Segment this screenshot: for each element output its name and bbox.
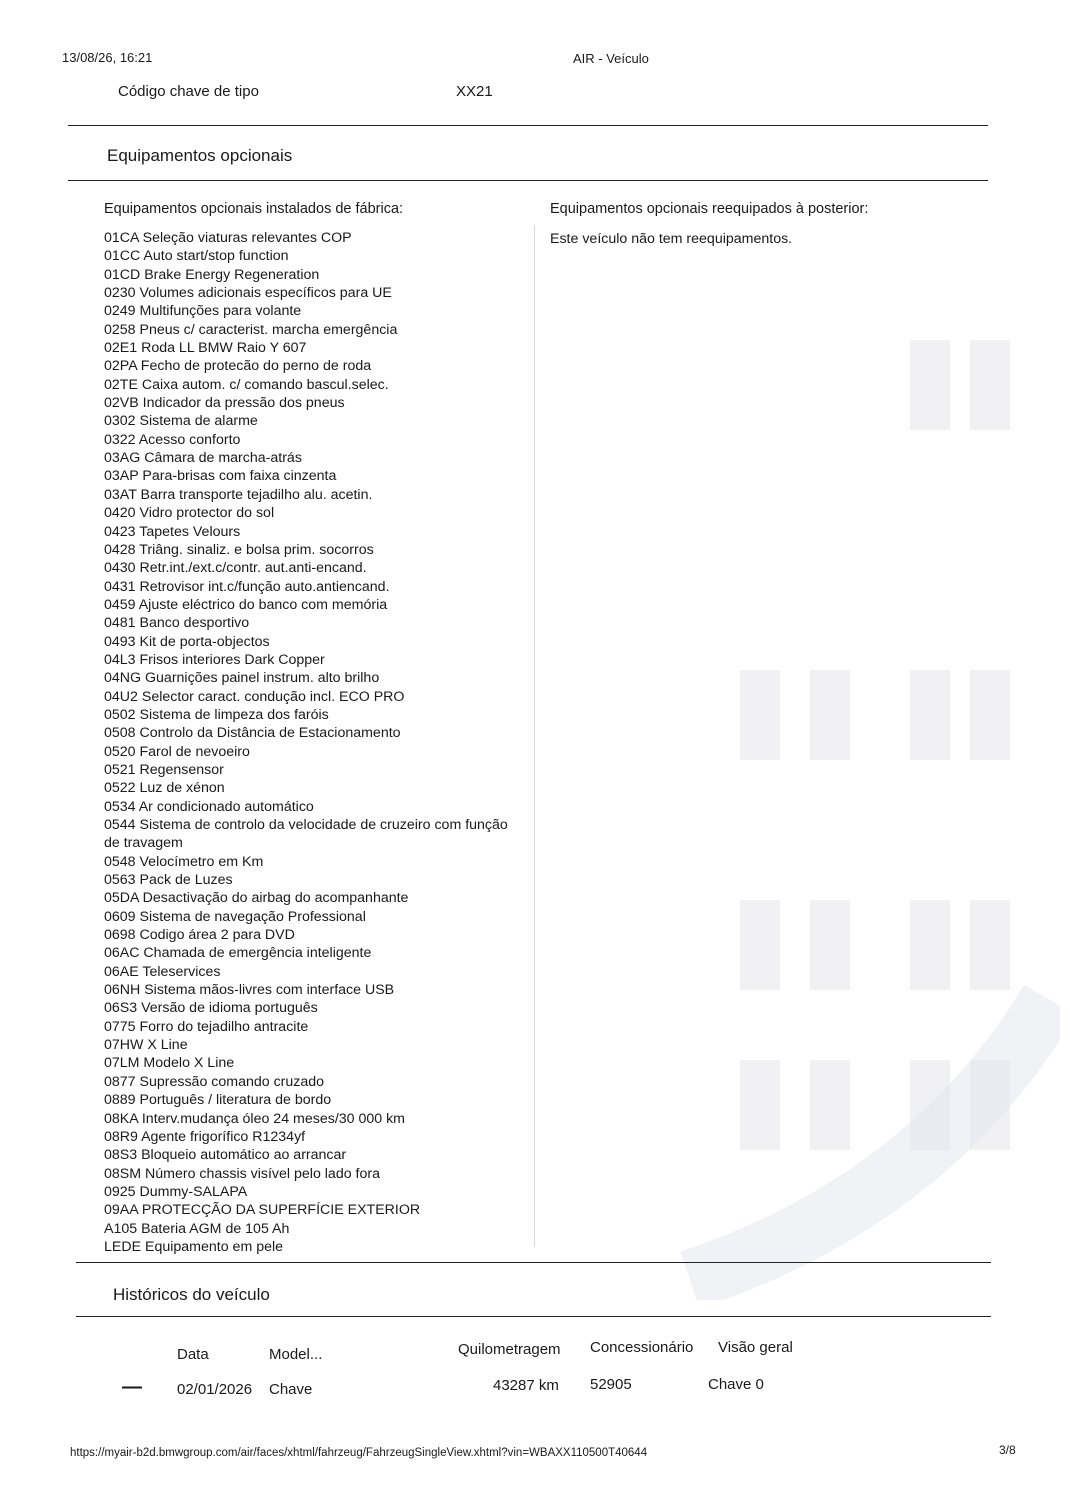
list-item: 08S3 Bloqueio automático ao arrancar bbox=[104, 1147, 347, 1164]
footer-url: https://myair-b2d.bmwgroup.com/air/faces/xhtml/fahrzeug/FahrzeugSingleView.xhtml?vin=WBAXX110500T40644 bbox=[70, 1447, 648, 1459]
list-item: 0431 Retrovisor int.c/função auto.antiencand. bbox=[104, 578, 390, 595]
list-item: 0775 Forro do tejadilho antracite bbox=[104, 1018, 309, 1035]
list-item: 0521 Regensensor bbox=[104, 761, 224, 778]
list-item: 0420 Vidro protector do sol bbox=[104, 505, 275, 522]
print-datetime: 13/08/26, 16:21 bbox=[62, 50, 153, 65]
row-date: 02/01/2026 bbox=[177, 1381, 253, 1398]
retrofit-equipment-heading: Equipamentos opcionais reequipados à posterior: bbox=[550, 201, 869, 217]
list-item: 0302 Sistema de alarme bbox=[104, 413, 258, 430]
list-item: 06AE Teleservices bbox=[104, 963, 221, 980]
divider bbox=[68, 180, 988, 181]
list-item: 0493 Kit de porta-objectos bbox=[104, 633, 270, 650]
list-item: 06AC Chamada de emergência inteligente bbox=[104, 945, 372, 962]
list-item: 0522 Luz de xénon bbox=[104, 780, 225, 797]
watermark-logo bbox=[680, 300, 1060, 1300]
column-header-mileage[interactable]: Quilometragem bbox=[458, 1341, 561, 1358]
list-item: 0459 Ajuste eléctrico do banco com memória bbox=[104, 596, 388, 613]
divider bbox=[68, 125, 988, 126]
list-item: 0534 Ar condicionado automático bbox=[104, 798, 314, 815]
column-header-model[interactable]: Model... bbox=[269, 1346, 323, 1363]
list-item: 05DA Desactivação do airbag do acompanhante bbox=[104, 890, 409, 907]
factory-equipment-list bbox=[104, 229, 524, 1256]
list-item: 0322 Acesso conforto bbox=[104, 431, 241, 448]
list-item: 0428 Triâng. sinaliz. e bolsa prim. socorros bbox=[104, 541, 374, 558]
list-item: 08R9 Agente frigorífico R1234yf bbox=[104, 1128, 306, 1145]
list-item: 0698 Codigo área 2 para DVD bbox=[104, 927, 295, 944]
type-key-value: XX21 bbox=[456, 83, 493, 100]
type-key-label: Código chave de tipo bbox=[118, 83, 259, 100]
list-item: 0230 Volumes adicionais específicos para UE bbox=[104, 285, 392, 302]
list-item: 0502 Sistema de limpeza dos faróis bbox=[104, 706, 329, 723]
column-divider bbox=[534, 225, 535, 1247]
page-number: 3/8 bbox=[999, 1443, 1016, 1457]
list-item: 0508 Controlo da Distância de Estacionamento bbox=[104, 725, 401, 742]
list-item: 0423 Tapetes Velours bbox=[104, 523, 241, 540]
factory-equipment-heading: Equipamentos opcionais instalados de fábrica: bbox=[104, 201, 404, 217]
section-title-vehicle-history: Históricos do veículo bbox=[113, 1285, 270, 1304]
list-item: 01CA Seleção viaturas relevantes COP bbox=[104, 230, 352, 246]
list-item: 04L3 Frisos interiores Dark Copper bbox=[104, 651, 325, 668]
list-item: 0544 Sistema de controlo da velocidade de cruzeiro com função de travagem bbox=[104, 817, 508, 852]
divider bbox=[76, 1316, 991, 1317]
list-item: 03AT Barra transporte tejadilho alu. acetin. bbox=[104, 486, 373, 503]
list-item: 0609 Sistema de navegação Professional bbox=[104, 908, 366, 925]
list-item: 02E1 Roda LL BMW Raio Y 607 bbox=[104, 340, 307, 357]
list-item: LEDE Equipamento em pele bbox=[104, 1238, 284, 1255]
list-item: A105 Bateria AGM de 105 Ah bbox=[104, 1220, 290, 1237]
list-item: 01CC Auto start/stop function bbox=[104, 248, 289, 265]
page-title: AIR - Veículo bbox=[573, 51, 649, 66]
list-item: 03AG Câmara de marcha-atrás bbox=[104, 450, 302, 467]
list-item: 02PA Fecho de protecão do perno de roda bbox=[104, 358, 372, 375]
list-item: 0520 Farol de nevoeiro bbox=[104, 743, 250, 760]
list-item: 0925 Dummy-SALAPA bbox=[104, 1183, 248, 1200]
row-mileage: 43287 km bbox=[493, 1377, 559, 1394]
retrofit-equipment-text: Este veículo não tem reequipamentos. bbox=[550, 231, 793, 247]
list-item: 0889 Português / literatura de bordo bbox=[104, 1092, 332, 1109]
list-item: 0877 Supressão comando cruzado bbox=[104, 1073, 325, 1090]
row-model: Chave bbox=[269, 1381, 313, 1398]
list-item: 08SM Número chassis visível pelo lado fora bbox=[104, 1165, 380, 1182]
column-header-overview[interactable]: Visão geral bbox=[718, 1339, 793, 1356]
list-item: 09AA PROTECÇÃO DA SUPERFÍCIE EXTERIOR bbox=[104, 1202, 421, 1219]
row-overview: Chave 0 bbox=[708, 1376, 764, 1393]
divider bbox=[76, 1262, 991, 1263]
list-item: 03AP Para-brisas com faixa cinzenta bbox=[104, 468, 337, 485]
list-item: 02TE Caixa autom. c/ comando bascul.selec. bbox=[104, 376, 389, 393]
list-item: 0430 Retr.int./ext.c/contr. aut.anti-encand. bbox=[104, 560, 367, 577]
list-item: 02VB Indicador da pressão dos pneus bbox=[104, 395, 345, 412]
list-item: 07HW X Line bbox=[104, 1037, 188, 1054]
collapse-row-button[interactable]: — bbox=[122, 1376, 142, 1398]
list-item: 07LM Modelo X Line bbox=[104, 1055, 235, 1072]
list-item: 0249 Multifunções para volante bbox=[104, 303, 302, 320]
column-header-date[interactable]: Data bbox=[177, 1346, 209, 1363]
list-item: 06NH Sistema mãos-livres com interface USB bbox=[104, 982, 395, 999]
list-item: 04U2 Selector caract. condução incl. ECO PRO bbox=[104, 688, 405, 705]
list-item: 0481 Banco desportivo bbox=[104, 615, 250, 632]
list-item: 01CD Brake Energy Regeneration bbox=[104, 266, 320, 283]
section-title-optional-equipment: Equipamentos opcionais bbox=[107, 146, 293, 165]
column-header-dealer[interactable]: Concessionário bbox=[590, 1339, 694, 1356]
list-item: 0548 Velocímetro em Km bbox=[104, 853, 264, 870]
row-dealer: 52905 bbox=[590, 1376, 632, 1393]
list-item: 0258 Pneus c/ caracterist. marcha emergência bbox=[104, 321, 398, 338]
list-item: 08KA Interv.mudança óleo 24 meses/30 000 km bbox=[104, 1110, 406, 1127]
list-item: 06S3 Versão de idioma português bbox=[104, 1000, 318, 1017]
list-item: 0563 Pack de Luzes bbox=[104, 872, 233, 889]
list-item: 04NG Guarnições painel instrum. alto brilho bbox=[104, 670, 380, 687]
